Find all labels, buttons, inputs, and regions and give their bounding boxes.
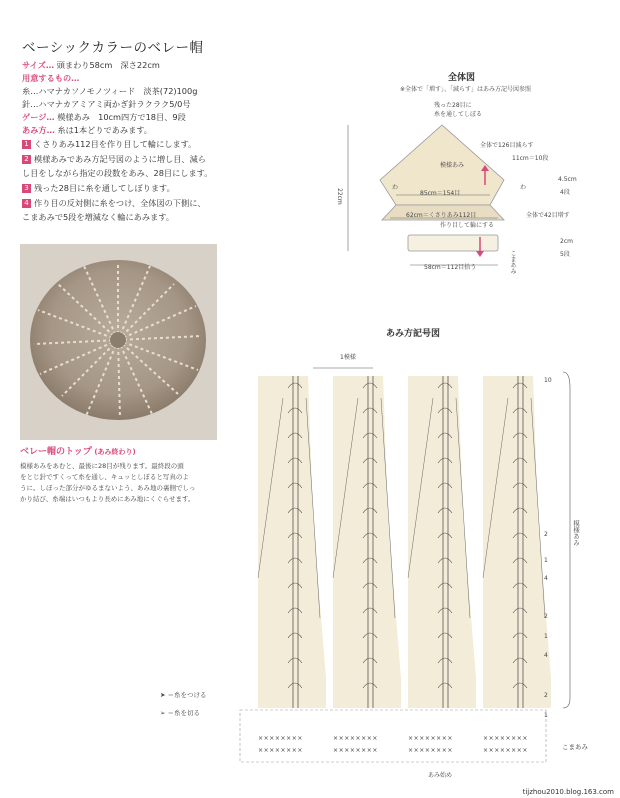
pattern-side-label: 模様あみ [572,520,580,546]
cut-icon: ➢ [160,709,166,717]
needle-line: 針…ハマナカアミアミ両かぎ針ラクラク5/0号 [22,99,191,109]
sc-row: ×××××××× [483,747,529,754]
size-value: 頭まわり58cm 深さ22cm [56,60,160,70]
remain-label: 残った28目に [434,102,472,109]
sc-band [408,235,498,251]
row-mark: 2 [544,531,548,538]
step-4 [22,198,206,209]
caption-title: ベレー帽のトップ [20,447,92,457]
chain-label-2: 作り目して輪にする [440,222,495,229]
h45-label: 4.5cm [558,176,577,183]
gauge-label: ゲージ… [22,112,55,122]
rows5-label: 5段 [560,251,570,258]
legend-attach-label: ＝糸をつける [167,691,207,699]
overview-title: 全体図 [448,73,476,83]
gauge-line [22,112,186,123]
sc-label: こまあみ [509,250,516,274]
page-title: ベーシックカラーのベレー帽 [22,40,204,56]
start-label: あみ始め [428,772,453,779]
sc-row: ×××××××× [258,747,304,754]
pattern-repeat [258,376,326,708]
rows4-label: 4段 [560,189,570,196]
h2-label: 2cm [560,238,573,245]
gauge-value: 模様あみ 10cm四方で18目、9段 [57,112,186,122]
legend-cut [160,708,200,717]
caption-line: をとじ針ですくって糸を通し、キュッとしぼると写真のよ [20,473,189,481]
needs-label: 用意するもの… [22,73,80,83]
step-number: 1 [22,140,31,149]
remain-label-2: 糸を通してしぼる [434,111,483,118]
repeat-label: 1模様 [340,354,356,361]
step-text: くさりあみ112目を作り目して輪にします。 [34,139,197,149]
method-label: あみ方… [22,125,55,135]
sc-side-label: こまあみ [562,743,588,751]
rows10-label: 11cm＝10段 [512,155,549,162]
caption-line: かり結び、糸端はいつもより長めにあみ地にくぐらせます。 [20,495,195,503]
sc-row: ×××××××× [408,735,454,742]
step-number: 2 [22,155,31,164]
sc-row: ×××××××× [333,747,379,754]
step-text: 残った28目に糸を通してしぼります。 [34,183,175,193]
width58-label: 58cm＝112目拾う [424,264,477,271]
step-number: 4 [22,199,31,208]
caption-line: うに。しぼった部分がゆるまないよう、あみ地の裏側でしっ [20,484,196,492]
step-number: 3 [22,184,31,193]
size-line [22,60,160,71]
caption-sub: (あみ終わり) [94,448,136,456]
size-label: サイズ… [22,60,55,70]
decrease-label: 全体で126目減らす [480,142,534,149]
legend-cut-label: ＝糸を切る [167,709,201,717]
step-3 [22,183,175,194]
footer-watermark: tijzhou2010.blog.163.com [522,788,614,796]
caption-line: 模様あみをあむと、最後に28目が残ります。最終段の頭 [20,462,184,470]
sc-row: ×××××××× [258,735,304,742]
attach-icon: ➤ [160,691,166,699]
step-text: 作り目の反対側に糸をつけ、全体図の下側に、 [34,198,206,208]
beret-photo [20,244,217,440]
row-mark: 2 [544,613,548,620]
increase-label: 全体で42目増す [526,212,570,219]
row-mark: 4 [544,575,548,582]
method-value: 糸は1本どりであみます。 [57,125,152,135]
row-mark: 1 [544,633,548,640]
step-2-cont: し目をしながら指定の段数をあみ、28目にします。 [22,168,213,178]
step-1 [22,139,196,150]
sc-row: ×××××××× [408,747,454,754]
step-2 [22,154,206,165]
chain-label: 62cm＝くさりあみ112目 [406,212,477,219]
sc-row: ×××××××× [333,735,379,742]
row-mark: 1 [544,712,548,719]
chart-title: あみ方記号図 [386,329,441,339]
wa-left: わ [392,184,399,191]
overview-note: ※全体で「増す」、「減らす」はあみ方記号図参照 [400,86,532,93]
method-line [22,125,152,136]
sc-row: ×××××××× [483,735,529,742]
row-mark: 10 [544,377,552,384]
row-mark: 4 [544,652,548,659]
wa-right: わ [520,184,527,191]
height-label: 22cm [336,188,343,205]
pattern-label: 模様あみ [440,162,465,169]
photo-caption-title [20,446,136,458]
row-mark: 2 [544,692,548,699]
row-mark: 1 [544,557,548,564]
width85-label: 85cm＝154目 [420,190,461,197]
step-4-cont: こまあみで5段を増減なく輪にあみます。 [22,212,174,222]
yarn-line: 糸…ハマナカソノモノツィード 淡茶(72)100g [22,86,198,96]
step-text: 模様あみであみ方記号図のように増し目、減ら [34,154,206,164]
legend-attach [160,690,207,699]
